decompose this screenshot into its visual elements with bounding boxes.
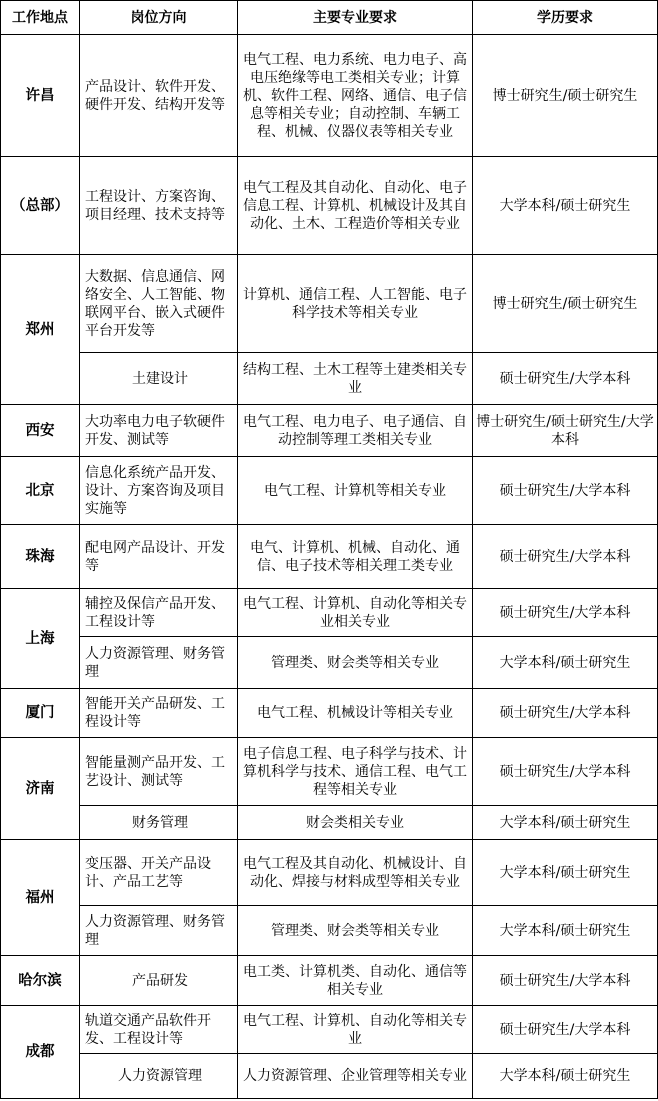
major-cell: 电气工程、电力系统、电力电子、高电压绝缘等电工类相关专业；计算机、软件工程、网络、通信、电子信息等相关专业；自动控制、车辆工程、机械、仪器仪表等相关专业 <box>238 35 473 157</box>
header-location: 工作地点 <box>1 1 80 35</box>
major-cell: 电气工程、机械设计等相关专业 <box>238 689 473 738</box>
table-row <box>1 637 658 689</box>
major-cell: 计算机、通信工程、人工智能、电子科学技术等相关专业 <box>238 255 473 353</box>
table-row <box>1 806 658 840</box>
table-row <box>1 353 658 405</box>
major-cell: 财会类相关专业 <box>238 806 473 840</box>
education-cell: 博士研究生/硕士研究生/大学本科 <box>473 405 658 457</box>
education-cell: 硕士研究生/大学本科 <box>473 525 658 589</box>
education-cell: 大学本科/硕士研究生 <box>473 906 658 956</box>
education-cell: 硕士研究生/大学本科 <box>473 1006 658 1054</box>
education-cell: 硕士研究生/大学本科 <box>473 738 658 806</box>
table-row <box>1 255 658 353</box>
position-cell: 辅控及保信产品开发、工程设计等 <box>80 589 238 637</box>
position-cell: 配电网产品设计、开发等 <box>80 525 238 589</box>
position-cell: 信息化系统产品开发、设计、方案咨询及项目实施等 <box>80 457 238 525</box>
location-cell: 福州 <box>1 840 80 956</box>
major-cell: 电气工程、计算机、自动化等相关专业相关专业 <box>238 589 473 637</box>
position-cell: 大数据、信息通信、网络安全、人工智能、物联网平台、嵌入式硬件平台开发等 <box>80 255 238 353</box>
location-cell: 西安 <box>1 405 80 457</box>
education-cell: 大学本科/硕士研究生 <box>473 1054 658 1099</box>
table-row <box>1 35 658 157</box>
table-row <box>1 738 658 806</box>
table-row <box>1 457 658 525</box>
location-cell: 珠海 <box>1 525 80 589</box>
major-cell: 电气工程及其自动化、自动化、电子信息工程、计算机、机械设计及其自动化、土木、工程造价等相关专业 <box>238 157 473 255</box>
education-cell: 大学本科/硕士研究生 <box>473 637 658 689</box>
position-cell: 产品研发 <box>80 956 238 1006</box>
position-cell: 人力资源管理、财务管理 <box>80 637 238 689</box>
table-row <box>1 405 658 457</box>
education-cell: 大学本科/硕士研究生 <box>473 157 658 255</box>
major-cell: 电气、计算机、机械、自动化、通信、电子技术等相关理工类专业 <box>238 525 473 589</box>
table-row <box>1 1006 658 1054</box>
education-cell: 大学本科/硕士研究生 <box>473 840 658 906</box>
table-row <box>1 956 658 1006</box>
position-cell: 财务管理 <box>80 806 238 840</box>
education-cell: 博士研究生/硕士研究生 <box>473 255 658 353</box>
major-cell: 结构工程、土木工程等土建类相关专业 <box>238 353 473 405</box>
table-row <box>1 589 658 637</box>
major-cell: 电子信息工程、电子科学与技术、计算机科学与技术、通信工程、电气工程等相关专业 <box>238 738 473 806</box>
major-cell: 管理类、财会类等相关专业 <box>238 906 473 956</box>
major-cell: 人力资源管理、企业管理等相关专业 <box>238 1054 473 1099</box>
major-cell: 管理类、财会类等相关专业 <box>238 637 473 689</box>
education-cell: 博士研究生/硕士研究生 <box>473 35 658 157</box>
table-row <box>1 906 658 956</box>
table-row <box>1 157 658 255</box>
education-cell: 硕士研究生/大学本科 <box>473 457 658 525</box>
major-cell: 电气工程、电力电子、电子通信、自动控制等理工类相关专业 <box>238 405 473 457</box>
position-cell: 产品设计、软件开发、硬件开发、结构开发等 <box>80 35 238 157</box>
education-cell: 硕士研究生/大学本科 <box>473 689 658 738</box>
header-education: 学历要求 <box>473 1 658 35</box>
header-position: 岗位方向 <box>80 1 238 35</box>
major-cell: 电气工程及其自动化、机械设计、自动化、焊接与材料成型等相关专业 <box>238 840 473 906</box>
location-cell: （总部） <box>1 157 80 255</box>
table-row <box>1 689 658 738</box>
header-row <box>1 1 658 35</box>
major-cell: 电气工程、计算机等相关专业 <box>238 457 473 525</box>
position-cell: 人力资源管理 <box>80 1054 238 1099</box>
position-cell: 人力资源管理、财务管理 <box>80 906 238 956</box>
location-cell: 郑州 <box>1 255 80 405</box>
position-cell: 智能开关产品研发、工程设计等 <box>80 689 238 738</box>
location-cell: 哈尔滨 <box>1 956 80 1006</box>
header-major: 主要专业要求 <box>238 1 473 35</box>
major-cell: 电气工程、计算机、自动化等相关专业 <box>238 1006 473 1054</box>
location-cell: 许昌 <box>1 35 80 157</box>
position-cell: 工程设计、方案咨询、项目经理、技术支持等 <box>80 157 238 255</box>
location-cell: 上海 <box>1 589 80 689</box>
location-cell: 成都 <box>1 1006 80 1099</box>
table-row <box>1 525 658 589</box>
location-cell: 济南 <box>1 738 80 840</box>
education-cell: 大学本科/硕士研究生 <box>473 806 658 840</box>
position-cell: 轨道交通产品软件开发、工程设计等 <box>80 1006 238 1054</box>
position-cell: 土建设计 <box>80 353 238 405</box>
location-cell: 厦门 <box>1 689 80 738</box>
position-cell: 变压器、开关产品设计、产品工艺等 <box>80 840 238 906</box>
education-cell: 硕士研究生/大学本科 <box>473 956 658 1006</box>
education-cell: 硕士研究生/大学本科 <box>473 589 658 637</box>
position-cell: 智能量测产品开发、工艺设计、测试等 <box>80 738 238 806</box>
table-row <box>1 840 658 906</box>
major-cell: 电工类、计算机类、自动化、通信等相关专业 <box>238 956 473 1006</box>
location-cell: 北京 <box>1 457 80 525</box>
education-cell: 硕士研究生/大学本科 <box>473 353 658 405</box>
table-row <box>1 1054 658 1099</box>
position-cell: 大功率电力电子软硬件开发、测试等 <box>80 405 238 457</box>
